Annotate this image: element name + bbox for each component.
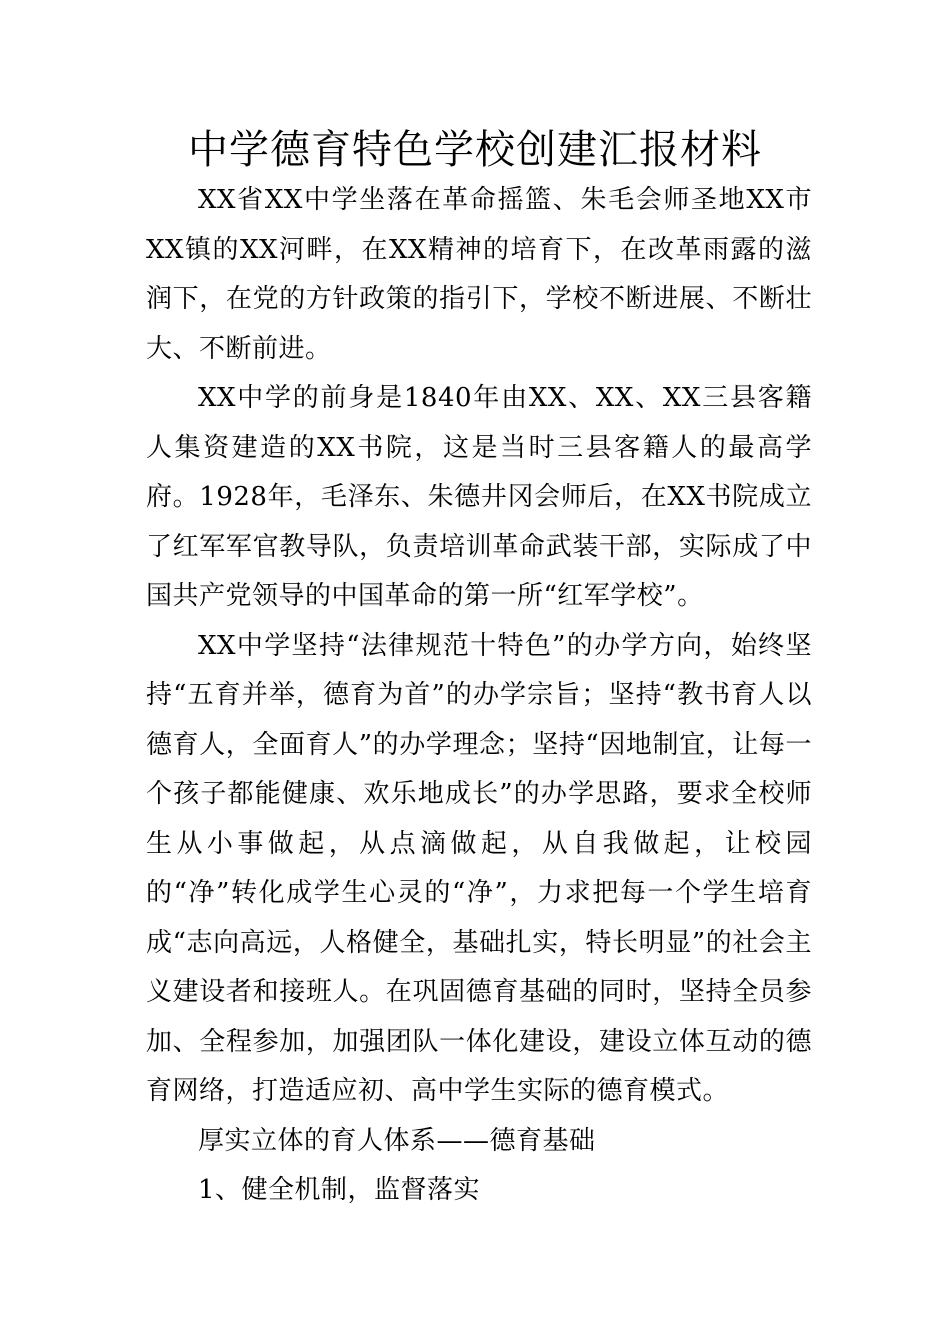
paragraph-intro: XX省XX中学坐落在革命摇篮、朱毛会师圣地XX市XX镇的XX河畔，在XX精神的培育下，在改革雨露的滋润下，在党的方针政策的指引下，学校不断进展、不断壮大、不断前进。	[146, 185, 812, 364]
document-body	[146, 176, 812, 1216]
paragraph-philosophy: XX中学坚持“法律规范十特色”的办学方向，始终坚持“五育并举，德育为首”的办学宗旨；坚持“教书育人以德育人，全面育人”的办学理念；坚持“因地制宜，让每一个孩子都能健康、欢乐地成长”的办学思路，要求全校师生从小事做起，从点滴做起，从自我做起，让校园的“净”转化成学生心灵的“净”，力求把每一个学生培育成“志向高远，人格健全，基础扎实，特长明显”的社会主义建设者和接班人。在巩固德育基础的同时，坚持全员参加、全程参加，加强团队一体化建设，建设立体互动的德育网络，打造适应初、高中学生实际的德育模式。	[146, 630, 812, 1106]
subsection-heading: 1、健全机制，监督落实	[198, 1175, 481, 1205]
section-heading: 厚实立体的育人体系——德育基础	[198, 1125, 596, 1156]
paragraph-history: XX中学的前身是1840年由XX、XX、XX三县客籍人集资建造的XX书院，这是当时三县客籍人的最高学府。1928年，毛泽东、朱德井冈会师后，在XX书院成立了红军军官教导队，负责培训革命武装干部，实际成了中国共产党领导的中国革命的第一所“红军学校”。	[146, 383, 812, 611]
document-title: 中学德育特色学校创建汇报材料	[188, 127, 762, 173]
